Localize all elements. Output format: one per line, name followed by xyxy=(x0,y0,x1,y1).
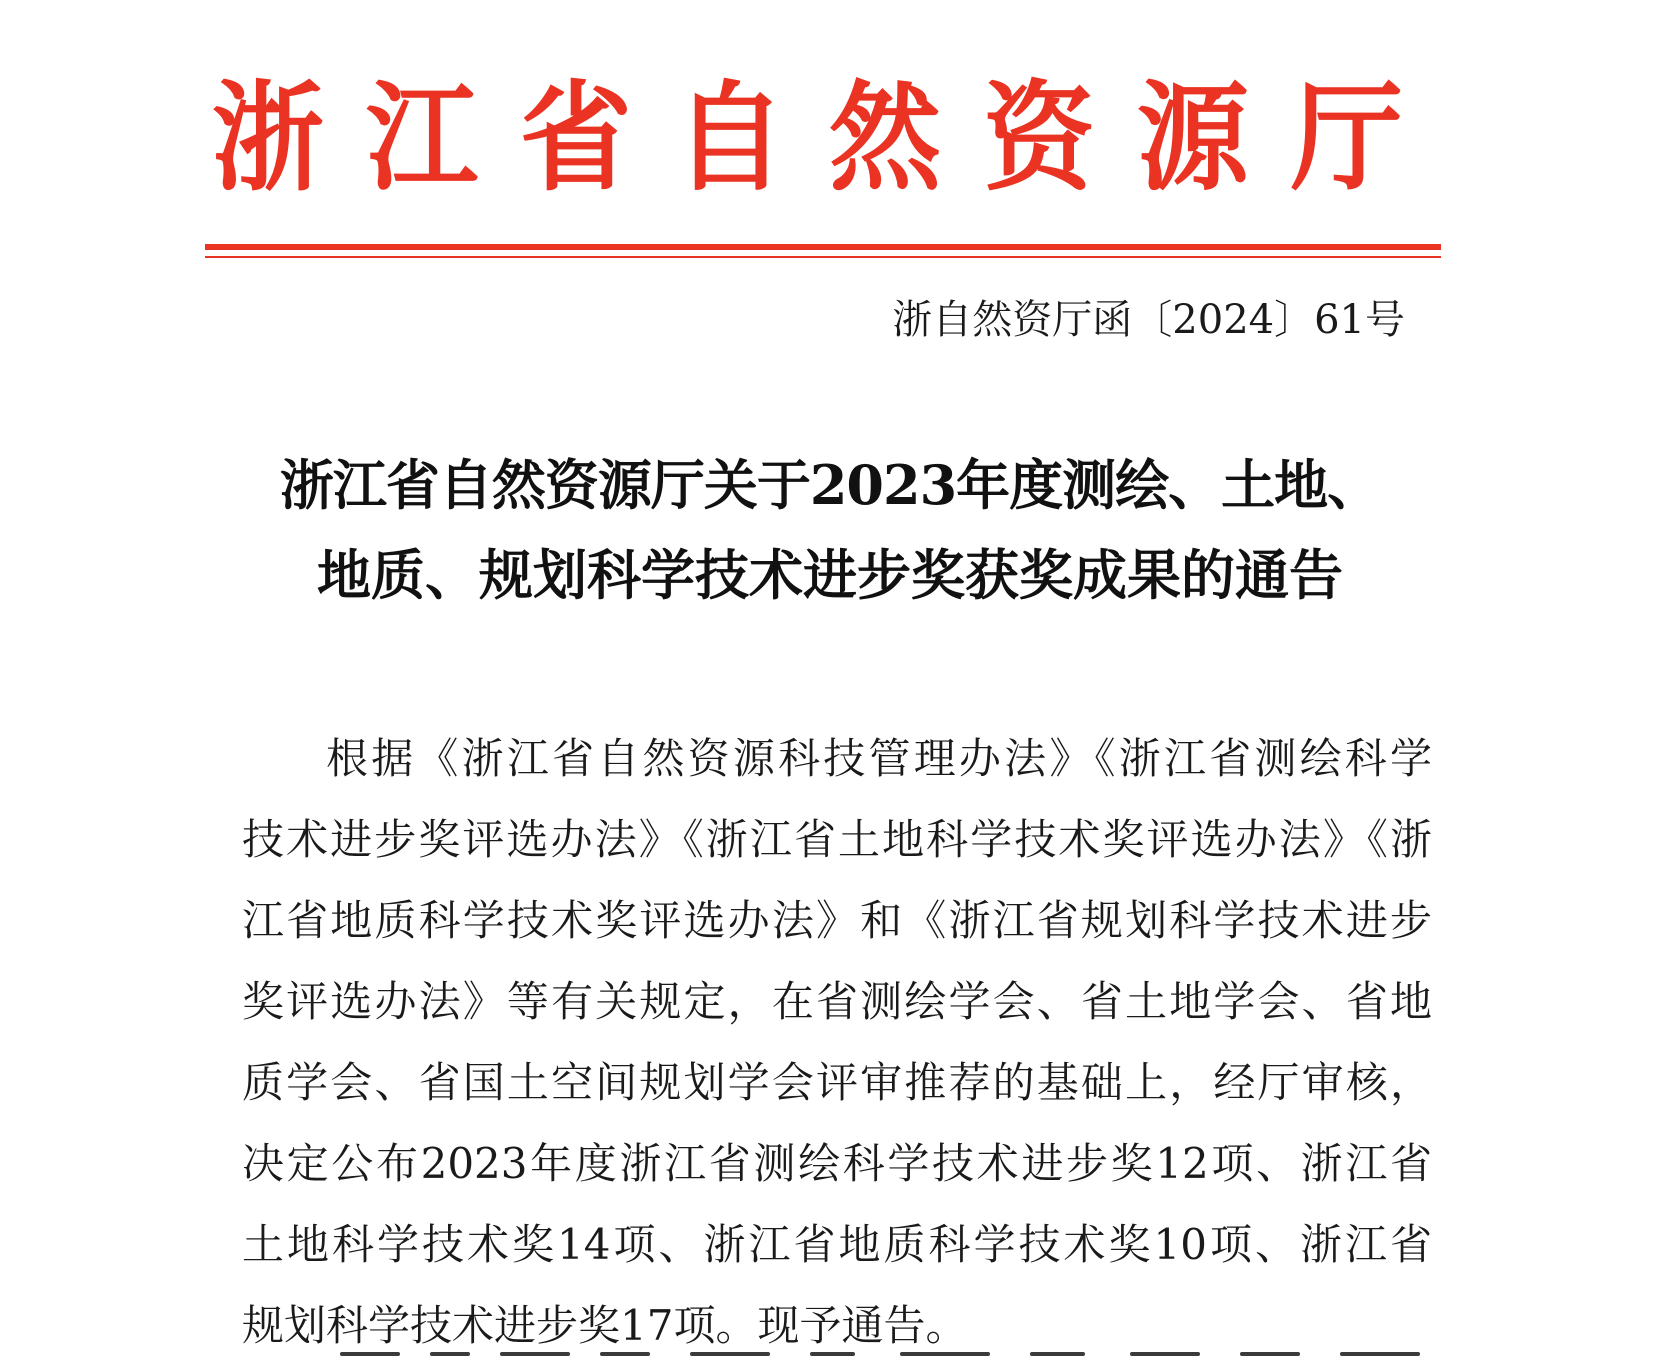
body-line: 土地科学技术奖14项、浙江省地质科学技术奖10项、浙江省 xyxy=(242,1220,1432,1269)
body-line: 质学会、省国土空间规划学会评审推荐的基础上，经厅审核， xyxy=(242,1058,1432,1107)
document-number: 浙自然资厅函〔2024〕61号 xyxy=(892,297,1405,343)
body-paragraph xyxy=(242,718,1432,1366)
body-line: 根据《浙江省自然资源科技管理办法》《浙江省测绘科学 xyxy=(326,734,1432,783)
masthead-char: 源 xyxy=(1136,68,1249,207)
masthead-char: 浙 xyxy=(211,68,325,207)
body-line: 规划科学技术进步奖17项。现予通告。 xyxy=(242,1301,968,1350)
red-divider-thin xyxy=(205,256,1441,258)
next-line-cutoff xyxy=(340,1352,1430,1363)
body-line: 江省地质科学技术奖评选办法》和《浙江省规划科学技术进步 xyxy=(242,896,1432,945)
masthead-char: 然 xyxy=(828,68,941,207)
body-line: 奖评选办法》等有关规定，在省测绘学会、省土地学会、省地 xyxy=(242,977,1432,1026)
document-title xyxy=(230,440,1430,620)
title-line: 浙江省自然资源厅关于2023年度测绘、土地、 xyxy=(279,453,1381,517)
masthead-char: 厅 xyxy=(1290,68,1404,207)
red-divider-thick xyxy=(205,244,1441,250)
title-line: 地质、规划科学技术进步奖获奖成果的通告 xyxy=(317,543,1343,607)
masthead-char: 江 xyxy=(366,68,479,207)
masthead-char: 资 xyxy=(982,68,1095,207)
masthead-char: 省 xyxy=(520,68,633,207)
masthead-char: 自 xyxy=(674,68,787,207)
masthead-org-name xyxy=(200,68,1415,208)
body-line: 技术进步奖评选办法》《浙江省土地科学技术奖评选办法》《浙 xyxy=(242,815,1432,864)
body-line: 决定公布2023年度浙江省测绘科学技术进步奖12项、浙江省 xyxy=(242,1139,1432,1188)
